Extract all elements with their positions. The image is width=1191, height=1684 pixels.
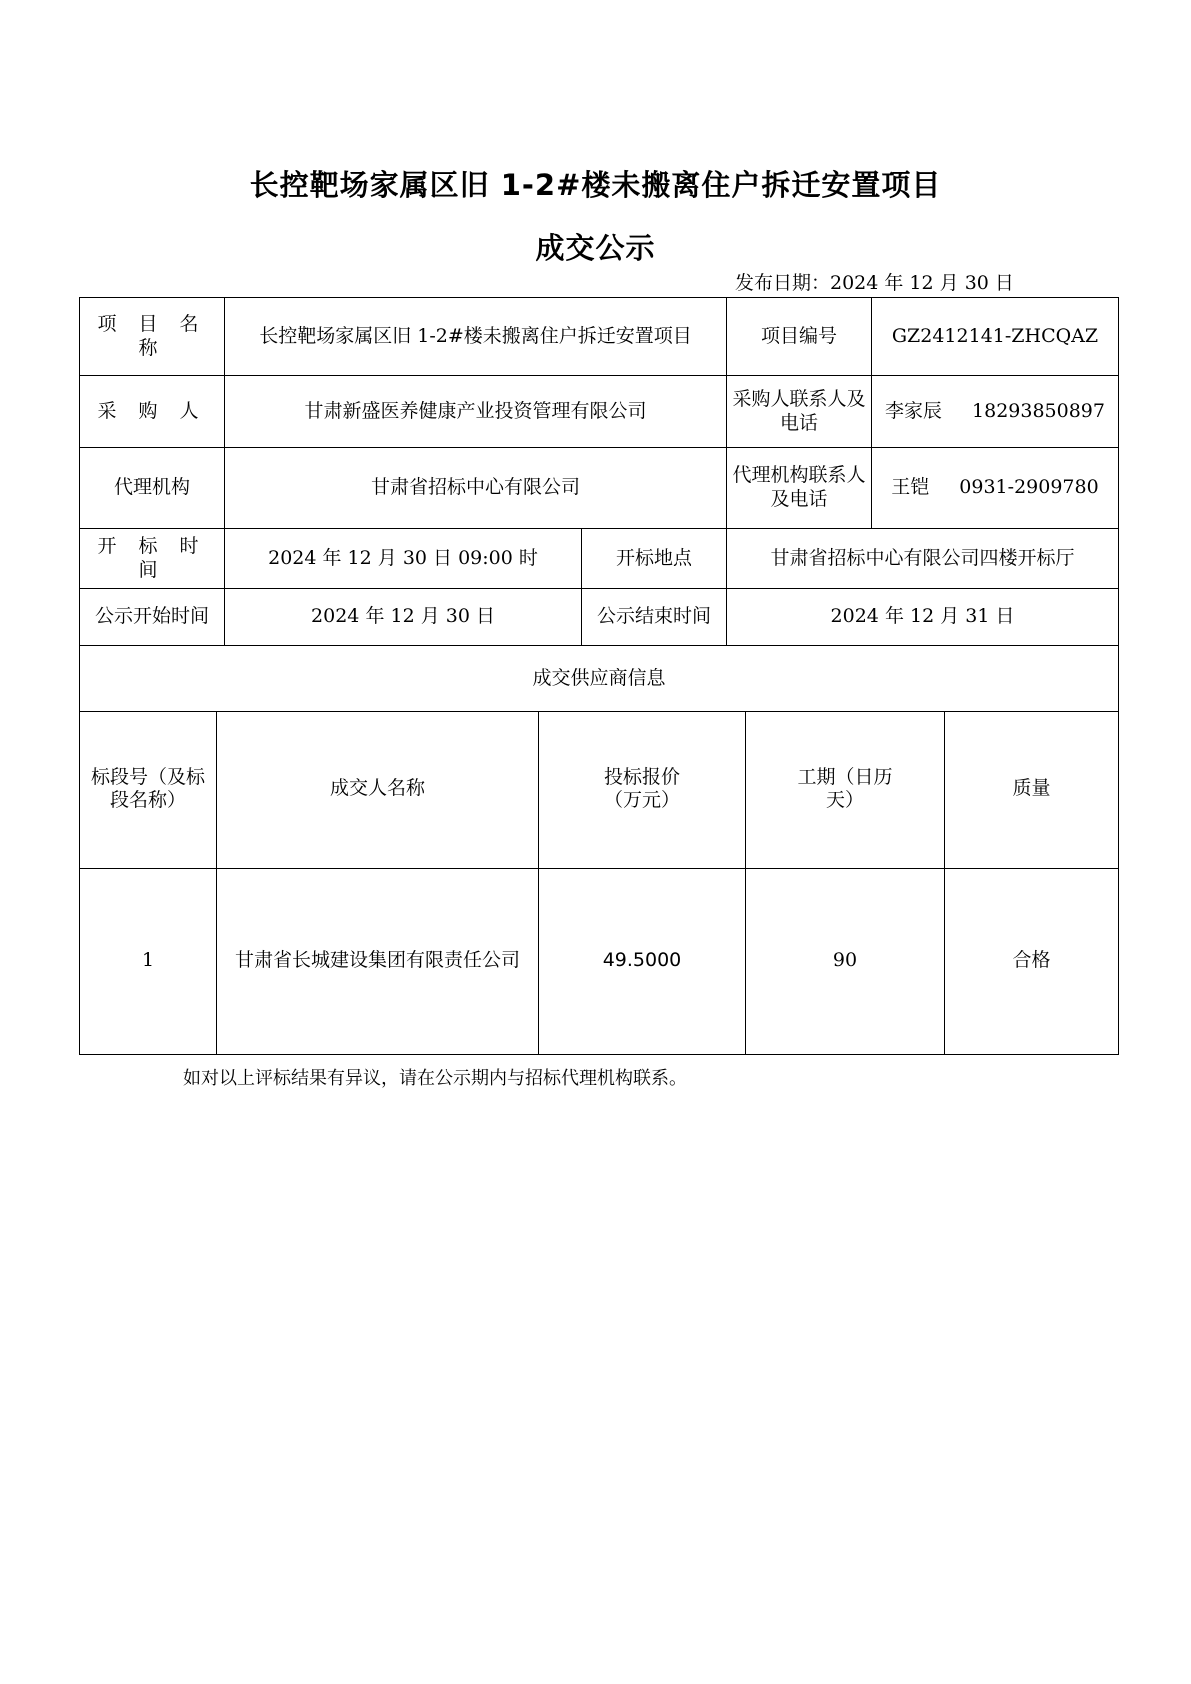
purchaser-label: 采 购 人 xyxy=(80,376,225,448)
winner-name: 甘肃省长城建设集团有限责任公司 xyxy=(217,868,539,1054)
project-no-label: 项目编号 xyxy=(727,298,872,376)
header-quality: 质量 xyxy=(945,711,1119,868)
row-notice-period xyxy=(80,589,1119,646)
project-name-label: 项 目 名 称 xyxy=(80,298,225,376)
agency-contact-name: 王铠 xyxy=(891,476,930,499)
quality: 合格 xyxy=(945,868,1119,1054)
agency-contact-phone: 0931-2909780 xyxy=(959,476,1099,499)
document-subtitle: 成交公示 xyxy=(535,231,656,265)
document-title: 长控靶场家属区旧 1-2#楼未搬离住户拆迁安置项目 xyxy=(249,168,942,202)
purchaser-contact-label: 采购人联系人及电话 xyxy=(727,376,872,448)
agency-contact-value xyxy=(872,448,1119,529)
publish-date: 发布日期：2024 年 12 月 30 日 xyxy=(735,272,1014,294)
agency-contact-label: 代理机构联系人及电话 xyxy=(727,448,872,529)
purchaser-value: 甘肃新盛医养健康产业投资管理有限公司 xyxy=(225,376,727,448)
project-no-value: GZ2412141-ZHCQAZ xyxy=(872,298,1119,376)
work-duration: 90 xyxy=(746,868,945,1054)
supplier-section-title: 成交供应商信息 xyxy=(80,646,1119,712)
bid-price: 49.5000 xyxy=(539,868,746,1054)
row-project-name xyxy=(80,298,1119,376)
header-duration: 工期（日历天） xyxy=(746,711,945,868)
row-purchaser xyxy=(80,376,1119,448)
agency-label: 代理机构 xyxy=(80,448,225,529)
bid-table-header xyxy=(80,711,1119,868)
notice-start-label: 公示开始时间 xyxy=(80,589,225,646)
footer-note: 如对以上评标结果有异议，请在公示期内与招标代理机构联系。 xyxy=(183,1068,687,1089)
header-lot: 标段号（及标段名称） xyxy=(80,711,217,868)
lot-number: 1 xyxy=(80,868,217,1054)
project-name-value: 长控靶场家属区旧 1-2#楼未搬离住户拆迁安置项目 xyxy=(225,298,727,376)
row-bid-open xyxy=(80,529,1119,589)
row-supplier-section xyxy=(80,646,1119,712)
project-info-table xyxy=(79,297,1119,712)
header-price: 投标报价（万元） xyxy=(539,711,746,868)
purchaser-contact-phone: 18293850897 xyxy=(972,399,1105,422)
agency-value: 甘肃省招标中心有限公司 xyxy=(225,448,727,529)
notice-end-label: 公示结束时间 xyxy=(582,589,727,646)
row-agency xyxy=(80,448,1119,529)
purchaser-contact-value xyxy=(872,376,1119,448)
notice-start-value: 2024 年 12 月 30 日 xyxy=(225,589,582,646)
bid-result-table xyxy=(79,711,1119,1055)
notice-end-value: 2024 年 12 月 31 日 xyxy=(727,589,1119,646)
bid-open-time-label: 开 标 时 间 xyxy=(80,529,225,589)
bid-open-place-value: 甘肃省招标中心有限公司四楼开标厅 xyxy=(727,529,1119,589)
header-winner: 成交人名称 xyxy=(217,711,539,868)
bid-open-place-label: 开标地点 xyxy=(582,529,727,589)
purchaser-contact-name: 李家辰 xyxy=(885,399,943,422)
bid-open-time-value: 2024 年 12 月 30 日 09:00 时 xyxy=(225,529,582,589)
table-row xyxy=(80,868,1119,1054)
